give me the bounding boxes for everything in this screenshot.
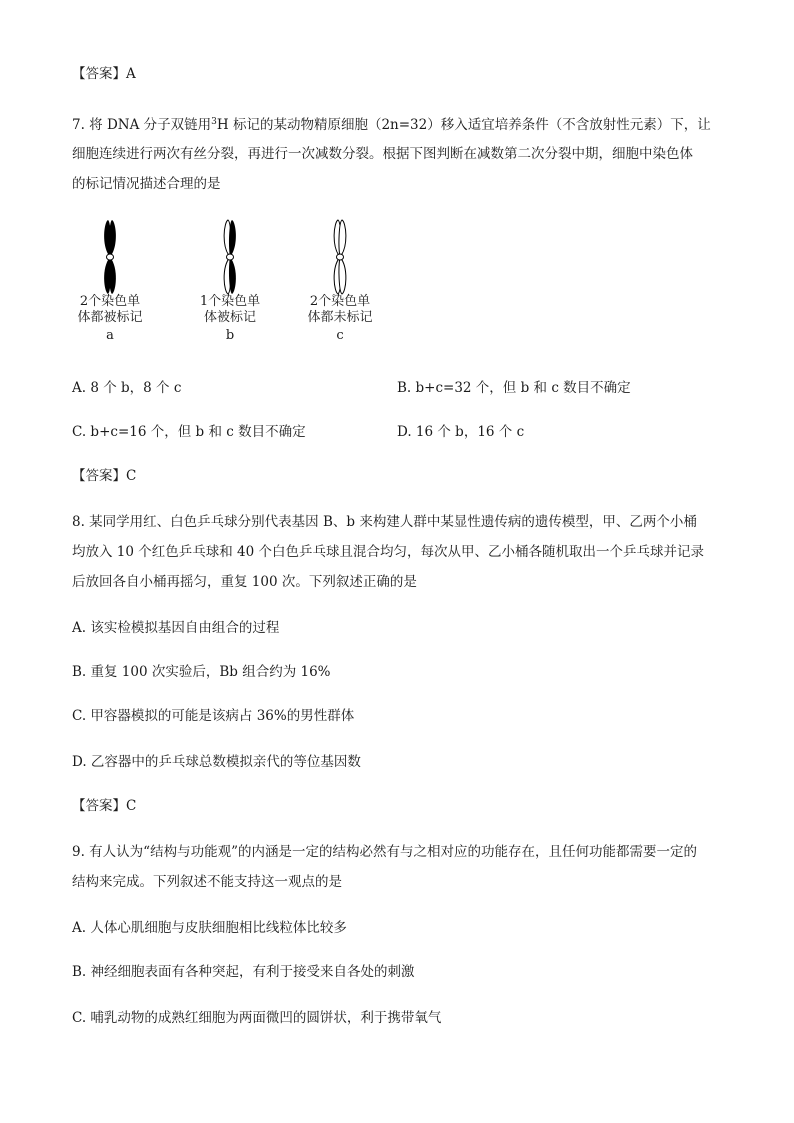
q8-stem-line1: 8. 某同学用红、白色乒乓球分别代表基因 B、b 来构建人群中某显性遗传病的遗传模型，甲、乙两个小桶 <box>72 514 697 530</box>
figure-c-line2: 体都未标记 <box>307 310 373 325</box>
figure-a-line2: 体都被标记 <box>77 310 143 325</box>
answer-line-q7 <box>72 466 136 486</box>
q9-stem-line1: 9. 有人认为“结构与功能观”的内涵是一定的结构必然有与之相对应的功能存在，且任何功能都需要一定的 <box>72 844 697 860</box>
figure-b-line2: 体被标记 <box>203 310 256 325</box>
q7-stem-line2: 细胞连续进行两次有丝分裂，再进行一次减数分裂。根据下图判断在减数第二次分裂中期，细胞中染色体 <box>72 146 693 162</box>
q7-option-c: C. b+c=16 个，但 b 和 c 数目不确定 <box>72 424 306 440</box>
figure-b-letter: b <box>225 328 235 343</box>
answer-line-q8 <box>72 796 136 816</box>
q7-stem-post: H 标记的某动物精原细胞（2n=32）移入适宜培养条件（不含放射性元素）下，让 <box>216 117 711 133</box>
chromosome-c <box>334 220 346 294</box>
answer-tag: 【答案】 <box>72 468 126 484</box>
q8-stem-line2: 均放入 10 个红色乒乓球和 40 个白色乒乓球且混合均匀，每次从甲、乙小桶各随机取出一个乒乓球并记录 <box>72 544 705 560</box>
figure-label-c <box>300 294 380 344</box>
q8-option-a: A. 该实检模拟基因自由组合的过程 <box>72 620 280 636</box>
answer-tag: 【答案】 <box>72 798 126 814</box>
answer-value: C <box>126 798 137 814</box>
figure-b-line1: 1个染色单 <box>199 294 261 309</box>
figure-label-a <box>70 294 150 344</box>
q8-option-b: B. 重复 100 次实验后，Bb 组合约为 16% <box>72 664 331 680</box>
chromosome-figure <box>70 218 390 296</box>
q9-option-a: A. 人体心肌细胞与皮肤细胞相比线粒体比较多 <box>72 920 347 936</box>
figure-c-line1: 2个染色单 <box>309 294 371 309</box>
figure-label-b <box>190 294 270 344</box>
answer-tag: 【答案】 <box>72 66 126 82</box>
answer-line-q6 <box>72 64 136 84</box>
q9-option-b: B. 神经细胞表面有各种突起，有利于接受来自各处的刺激 <box>72 964 415 980</box>
chromosome-a <box>104 220 116 294</box>
q7-stem-line1 <box>72 112 711 135</box>
figure-c-letter: c <box>336 328 344 343</box>
q7-option-d: D. 16 个 b，16 个 c <box>397 424 525 440</box>
q8-stem-line3: 后放回各自小桶再摇匀，重复 100 次。下列叙述正确的是 <box>72 574 417 590</box>
figure-a-letter: a <box>106 328 114 343</box>
q7-stem-line3: 的标记情况描述合理的是 <box>72 176 221 192</box>
q7-option-a: A. 8 个 b，8 个 c <box>72 380 182 396</box>
chromosome-b <box>224 220 236 294</box>
isotope-superscript: 3 <box>211 117 217 127</box>
q7-option-b: B. b+c=32 个，但 b 和 c 数目不确定 <box>397 380 631 396</box>
q7-stem-pre: 7. 将 DNA 分子双链用 <box>72 117 212 133</box>
q9-option-c: C. 哺乳动物的成熟红细胞为两面微凹的圆饼状，利于携带氧气 <box>72 1010 442 1026</box>
q8-option-d: D. 乙容器中的乒乓球总数模拟亲代的等位基因数 <box>72 754 361 770</box>
figure-a-line1: 2个染色单 <box>79 294 141 309</box>
answer-value: A <box>126 66 136 82</box>
q9-stem-line2: 结构来完成。下列叙述不能支持这一观点的是 <box>72 874 342 890</box>
answer-value: C <box>126 468 137 484</box>
q8-option-c: C. 甲容器模拟的可能是该病占 36%的男性群体 <box>72 708 355 724</box>
